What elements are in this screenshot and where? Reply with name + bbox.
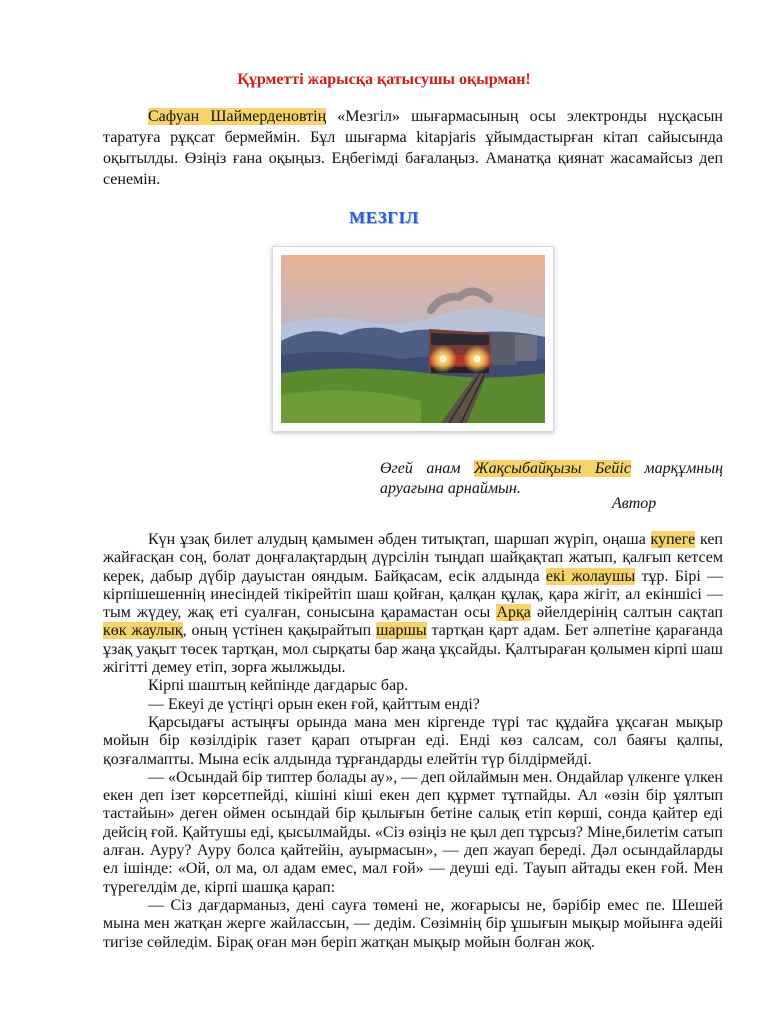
story-text-run: әйелдерінің салтын сақтап xyxy=(530,604,723,622)
story-paragraph: Кірпі шаштың кейпінде дағдарыс бар. xyxy=(148,677,409,695)
notice-title: Құрметті жарысқа қатысушы оқырман! xyxy=(237,71,531,88)
highlight-kupe: купеге xyxy=(650,531,696,548)
notice-text: «Мезгіл» шығармасының осы электронды нұсқасын таратуға рұқсат бермеймін. Бұл шығарма kitapjaris ұйымдастырған кітап сайысында оқытылды. Өзіңіз ғана оқыңыз. Еңбегімді бағалаңыз. Аманатқа қиянат жасамайсыз деп сенемін. xyxy=(103,108,723,188)
dedication-after: марқұмның аруағына арнаймын. xyxy=(380,460,723,497)
story-paragraph: — Сіз дағдарманыз, дені сауға төмені не, жоғарысы не, бәрібір емес пе. Шешей мына мен жатқан жерге жайлассын, — дедім. Сөзімнің бір ұшығын мықыр мойынға әдейі тигізе сөйледім. Бірақ оған мән беріп жатқан мықыр мойын болған жоқ. xyxy=(103,896,723,951)
story-text-run: кеп жайғасқан соң, болат доңғалақтардың дүрсілін тыңдап шайқақтап жатып, қалғып кетсем керек, дабыр дүбір дауыстан ояндым. Байқасам, есік алдында xyxy=(103,531,723,585)
dedication xyxy=(380,459,723,499)
author-name-highlight: Сафуан Шаймерденовтің xyxy=(148,108,327,125)
train-photo xyxy=(272,246,554,432)
story-paragraph: Қарсыдағы астыңғы орында мана мен кіргенде түрі тас құдайға ұқсаған мықыр мойын бір көзілдірік газет қарап отырған еді. Енді көз салсам, сол баяғы қалпы, қозғалмапты. Мына есік алдында тұрғандарды елейтін түр білдірмейді. xyxy=(103,713,723,768)
story-paragraph: — «Осындай бір типтер болады ау», — деп ойлаймын мен. Ондайлар үлкенге үлкен екен деп ізет көрсетпейді, кішіні кіші екен деп құрмет тұтпайды. Ал «өзін бір ұялтып тастайын» деген оймен осындай бір қылығын бетіне салық етіп көрші, сонда қайтер еді дейсің ғой. Қайтушы еді, қысылмайды. «Сіз өзіңіз не қыл деп тұрсыз? Міне,билетім сатып алған. Ауру? Ауру болса қайтейін, ауырмасын», — деп жауап береді. Дәл осындайларды ел ішінде: «Ой, ол ма, ол адам емес, мал ғой» — деуші еді. Тауып айтады екен ғой. Мен түрегелдім де, кірпі шашқа қарап: xyxy=(103,768,723,896)
story-paragraph xyxy=(103,531,723,677)
story-text-run: тартқан қарт адам. Бет әлпетіне қарағанда ұзақ уақыт төсек тартқан, мол сырқаты бар жаңа ұқсайды. Қалтыраған қолымен кірпі шаш жігітті демеу етіп, зорға жылжыды. xyxy=(103,622,724,677)
highlight-two-passengers: екі жолаушы xyxy=(545,567,636,585)
story-text xyxy=(103,531,723,952)
story-text-run: Күн ұзақ билет алудың қамымен әбден титықтап, шаршап жүріп, оңаша xyxy=(148,531,651,548)
highlight-kerchief: көк жаулық xyxy=(103,622,183,640)
highlight-shawl: шаршы xyxy=(376,622,427,640)
dedication-before: Өгей анам xyxy=(380,460,474,477)
story-paragraph: — Екеуі де үстіңгі орын екен ғой, қайттым енді? xyxy=(148,695,480,713)
dedication-name-highlight: Жақсыбайқызы Бейіс xyxy=(473,460,631,477)
work-title: МЕЗГІЛ xyxy=(349,208,419,227)
highlight-arka: Арқа xyxy=(496,604,531,622)
story-text-run: , оның үстінен қақырайтып xyxy=(182,622,377,640)
dedication-signature: Автор xyxy=(612,495,657,512)
notice-paragraph xyxy=(103,106,723,190)
story-text-run: тұр. Бірі — кірпішешеннің инесіндей тікірейтіп шаш қойған, қалқан құлақ, қара жігіт, ал екіншісі — тым жүдеу, жақ еті суалған, сонысына қарамастан осы xyxy=(103,567,724,622)
train-photo-icon xyxy=(281,255,545,423)
